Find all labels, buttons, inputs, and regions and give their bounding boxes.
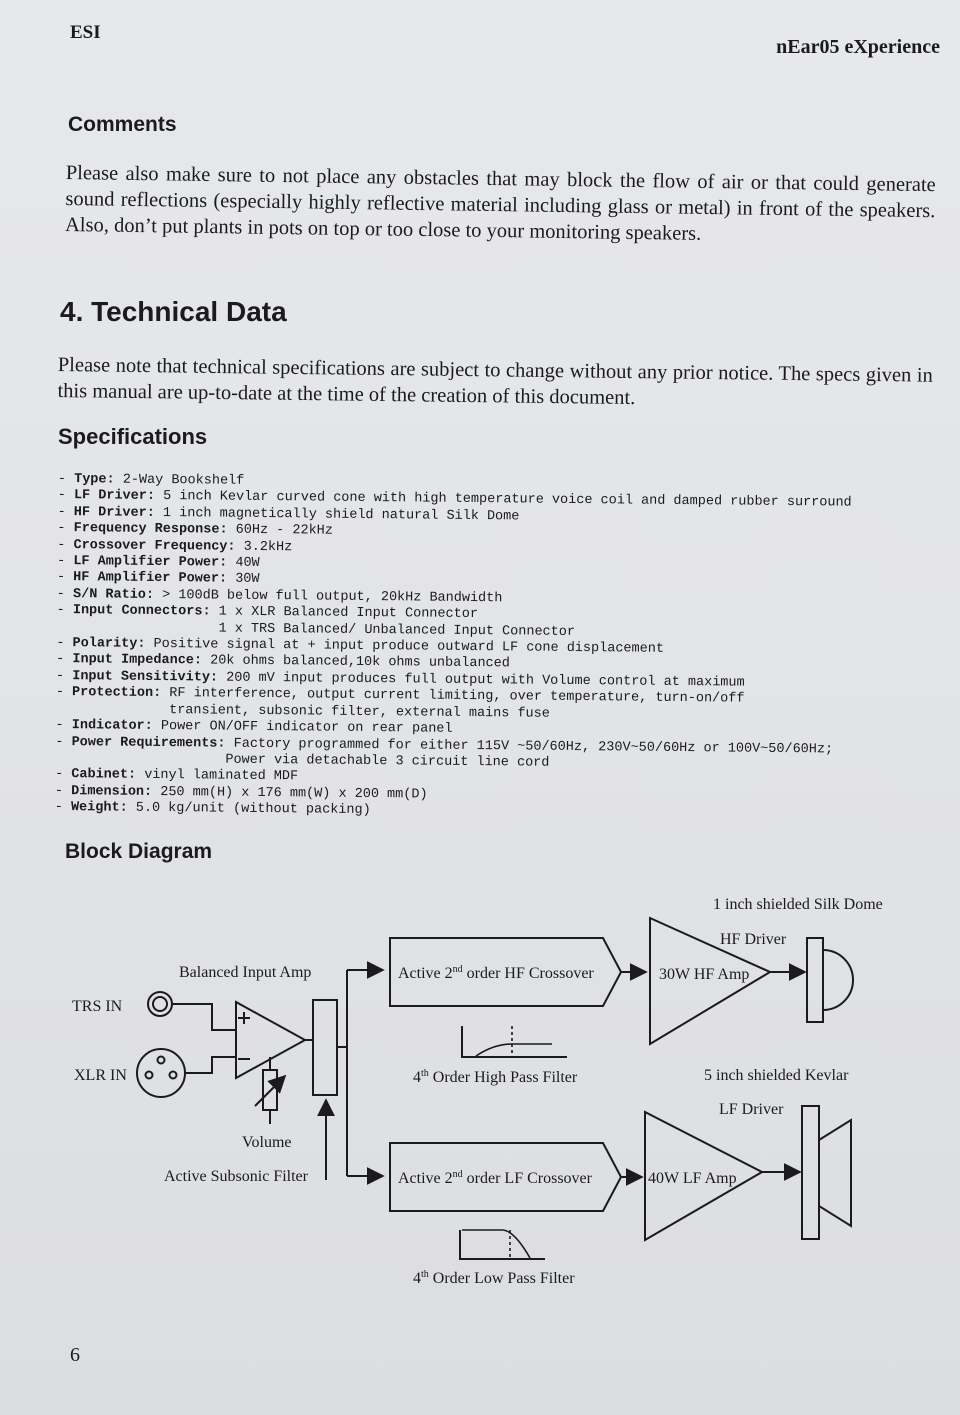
- spec-item: - Input Impedance: 20k ohms balanced,10k ohms unbalanced: [56, 652, 510, 672]
- spec-item: - HF Driver: 1 inch magnetically shield natural Silk Dome: [57, 504, 520, 525]
- xlr-wire: [185, 1057, 236, 1073]
- low-pass-filter-label: 4th Order Low Pass Filter: [413, 1269, 575, 1287]
- spec-item: - Protection: RF interference, output current limiting, over temperature, turn-on/off transient, subsonic filter, external mains fuse: [55, 685, 745, 722]
- hf-tweeter-icon: [807, 938, 853, 1022]
- header-product: nEar05 eXperience: [776, 36, 940, 58]
- hf-driver-label: HF Driver: [720, 931, 787, 948]
- specifications-heading: Specifications: [58, 424, 208, 449]
- specifications-list: [55, 472, 938, 825]
- spec-item: - Polarity: Positive signal at + input produce outward LF cone displacement: [56, 636, 665, 657]
- comments-heading: Comments: [68, 113, 177, 136]
- spec-item: - Weight: 5.0 kg/unit (without packing): [54, 800, 371, 819]
- hf-amp-label: 30W HF Amp: [659, 966, 750, 983]
- hf-crossover-label: Active 2nd order HF Crossover: [398, 964, 594, 982]
- volume-label: Volume: [242, 1134, 292, 1151]
- page-number: 6: [70, 1344, 80, 1366]
- high-pass-filter-graph: [462, 1026, 567, 1057]
- volume-potentiometer-icon: [255, 1057, 285, 1124]
- spec-item: - S/N Ratio: > 100dB below full output, 20kHz Bandwidth: [56, 586, 503, 607]
- kevlar-label: 5 inch shielded Kevlar: [704, 1067, 849, 1084]
- spec-item: - LF Driver: 5 inch Kevlar curved cone with high temperature voice coil and damped rubber surround: [57, 488, 852, 512]
- header-brand: ESI: [70, 22, 101, 43]
- high-pass-filter-label: 4th Order High Pass Filter: [413, 1068, 578, 1086]
- spec-item: - Indicator: Power ON/OFF indicator on rear panel: [55, 718, 453, 737]
- spec-item: - HF Amplifier Power: 30W: [56, 570, 260, 588]
- technical-data-heading: 4. Technical Data: [60, 296, 287, 327]
- spec-item: - Dimension: 250 mm(H) x 176 mm(W) x 200 mm(D): [54, 783, 428, 803]
- block-diagram: [0, 870, 960, 1300]
- silk-dome-label: 1 inch shielded Silk Dome: [713, 896, 883, 913]
- lf-woofer-icon: [802, 1106, 851, 1239]
- xlr-connector-icon: [137, 1049, 185, 1097]
- xlr-in-label: XLR IN: [74, 1067, 127, 1084]
- spec-item: - Input Connectors: 1 x XLR Balanced Input Connector 1 x TRS Balanced/ Unbalanced Input Connector: [56, 603, 576, 640]
- technical-data-paragraph: Please note that technical specifications are subject to change without any prior notice. The specs given in this manual are up-to-date at the time of the creation of this document.: [57, 353, 933, 410]
- trs-wire: [172, 1004, 236, 1030]
- spec-item: - Crossover Frequency: 3.2kHz: [57, 537, 293, 555]
- spec-item: - Type: 2-Way Bookshelf: [57, 472, 245, 489]
- lf-driver-label: LF Driver: [719, 1101, 784, 1118]
- lf-crossover-label: Active 2nd order LF Crossover: [398, 1169, 592, 1187]
- subsonic-filter-label: Active Subsonic Filter: [164, 1168, 308, 1185]
- balanced-input-amp-label: Balanced Input Amp: [179, 964, 312, 981]
- trs-jack-icon: [148, 992, 172, 1016]
- comments-paragraph: Please also make sure to not place any obstacles that may block the flow of air or that could generate sound reflections (especially highly reflective material including glass or metal) in front of the speakers. Also, don’t put plants in pots on top or too close to your monitoring speakers.: [64, 161, 936, 245]
- subsonic-filter-block: [313, 1000, 337, 1095]
- spec-item: - Power Requirements: Factory programmed for either 115V ~50/60Hz, 230V~50/60Hz or 100V~50/60Hz; Power via detachable 3 circuit line cord: [55, 734, 834, 771]
- spec-item: - LF Amplifier Power: 40W: [57, 554, 260, 571]
- spec-item: - Frequency Response: 60Hz - 22kHz: [57, 521, 333, 539]
- spec-item: - Cabinet: vinyl laminated MDF: [55, 767, 299, 785]
- trs-in-label: TRS IN: [72, 998, 123, 1015]
- low-pass-filter-graph: [460, 1230, 545, 1259]
- lf-amp-label: 40W LF Amp: [648, 1170, 737, 1187]
- spec-item: - Input Sensitivity: 200 mV input produces full output with Volume control at maximum: [55, 668, 745, 691]
- block-diagram-heading: Block Diagram: [65, 840, 213, 863]
